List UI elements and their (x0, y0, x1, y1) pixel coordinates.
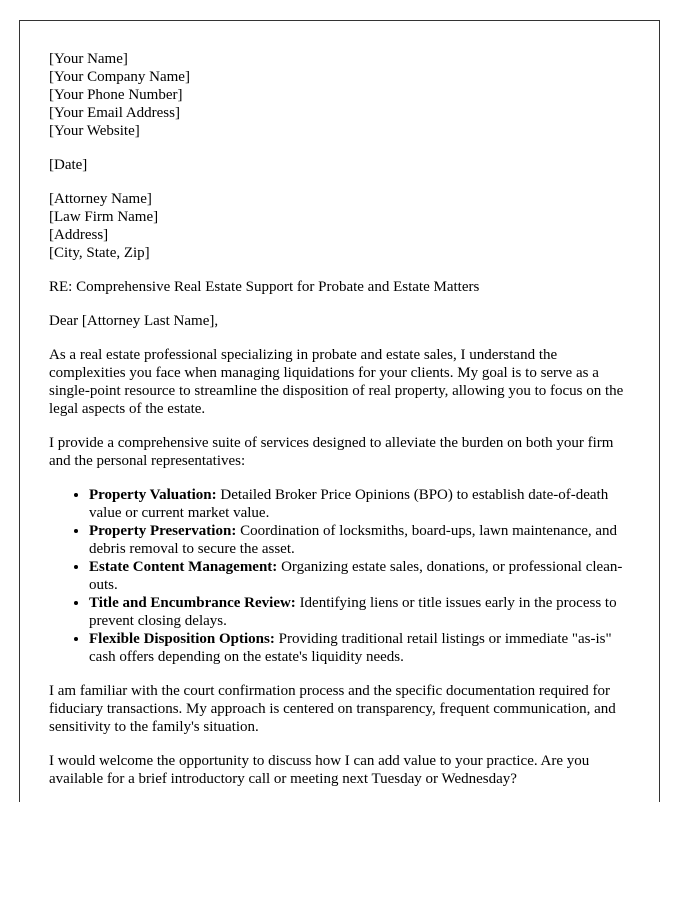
recipient-block (49, 190, 630, 262)
recipient-city-state-zip: [City, State, Zip] (49, 245, 150, 261)
service-description: Detailed Broker Price Opinions (BPO) to establish date-of-death value or current market value. (89, 487, 609, 521)
service-description: Identifying liens or title issues early in the process to prevent closing delays. (89, 595, 617, 629)
salutation: Dear [Attorney Last Name], (49, 313, 219, 329)
list-item (89, 522, 630, 558)
intro-paragraph: As a real estate professional specializing in probate and estate sales, I understand the complexities you face when managing liquidations for your clients. My goal is to serve as a single-point resource to streamline the disposition of real property, allowing you to focus on the legal aspects of the estate. (49, 347, 624, 417)
service-term: Estate Content Management: (89, 559, 278, 575)
service-term: Property Valuation: (89, 487, 217, 503)
sender-company: [Your Company Name] (49, 69, 190, 85)
familiarity-paragraph: I am familiar with the court confirmation process and the specific documentation required for fiduciary transactions. My approach is centered on transparency, frequent communication, and sensitivity to the family's situation. (49, 683, 616, 735)
service-description: Providing traditional retail listings or immediate "as-is" cash offers depending on the estate's liquidity needs. (89, 631, 612, 665)
list-item (89, 630, 630, 666)
service-description: Organizing estate sales, donations, or professional clean-outs. (89, 559, 623, 593)
subject-line: RE: Comprehensive Real Estate Support for Probate and Estate Matters (49, 279, 480, 295)
service-description: Coordination of locksmiths, board-ups, lawn maintenance, and debris removal to secure the asset. (89, 523, 618, 557)
service-term: Property Preservation: (89, 523, 237, 539)
letter-date: [Date] (49, 157, 88, 173)
list-item (89, 594, 630, 630)
recipient-firm: [Law Firm Name] (49, 209, 159, 225)
sender-website: [Your Website] (49, 123, 140, 139)
list-item (89, 486, 630, 522)
recipient-name: [Attorney Name] (49, 191, 152, 207)
list-item (89, 558, 630, 594)
date-block (49, 156, 630, 174)
recipient-address: [Address] (49, 227, 109, 243)
services-intro-paragraph: I provide a comprehensive suite of services designed to alleviate the burden on both your firm and the personal representatives: (49, 435, 614, 469)
service-term: Title and Encumbrance Review: (89, 595, 296, 611)
closing-paragraph: I would welcome the opportunity to discuss how I can add value to your practice. Are you available for a brief introductory call or meeting next Tuesday or Wednesday? (49, 753, 590, 787)
sender-name: [Your Name] (49, 51, 128, 67)
sender-block (49, 50, 630, 140)
sender-email: [Your Email Address] (49, 105, 180, 121)
services-list (49, 486, 630, 666)
service-term: Flexible Disposition Options: (89, 631, 275, 647)
sender-phone: [Your Phone Number] (49, 87, 183, 103)
letter-page (19, 20, 660, 802)
